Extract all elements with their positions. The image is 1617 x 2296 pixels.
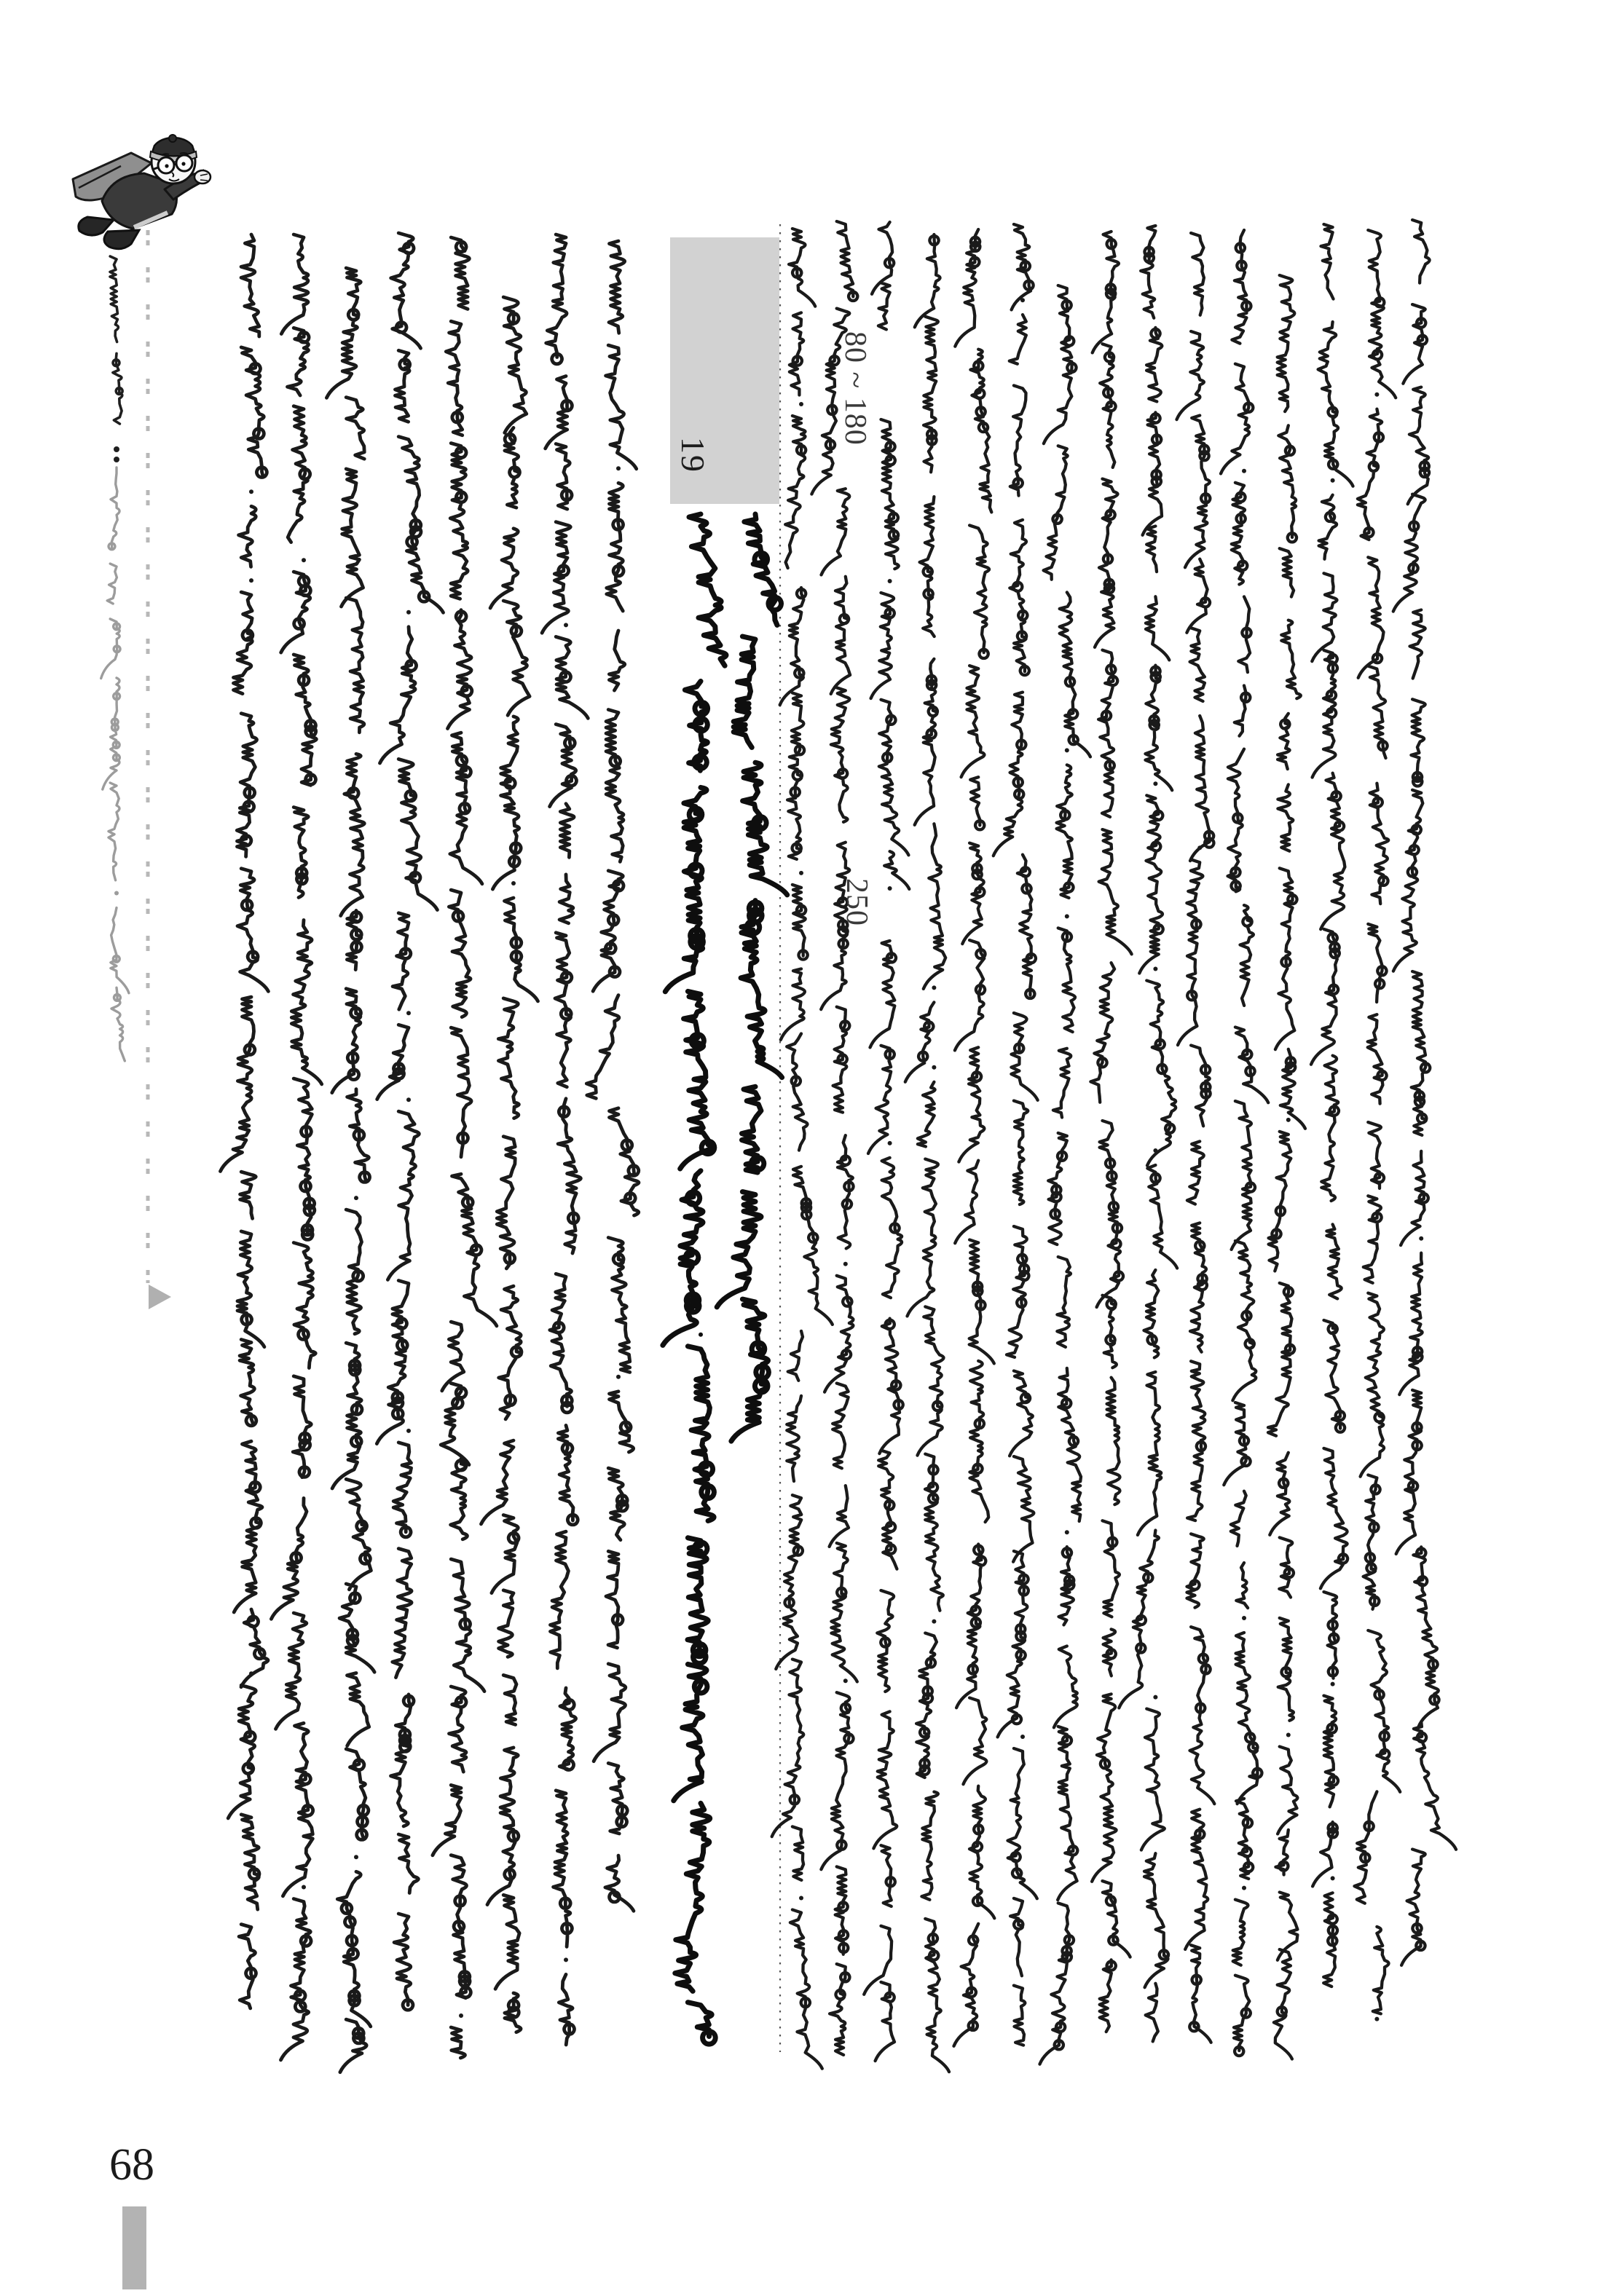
inline-number-250: 250	[840, 878, 873, 926]
inline-number-range: 80 ~ 180	[838, 331, 872, 446]
page-number: 68	[109, 2140, 154, 2190]
section-pointer-triangle	[149, 1285, 171, 1309]
hand	[194, 170, 211, 184]
section-number: 19	[674, 437, 712, 473]
boot-front	[104, 230, 139, 249]
corner-binding-bar	[122, 2206, 146, 2289]
cap-button	[169, 135, 176, 142]
mascot-flying-boy-illustration	[63, 131, 217, 256]
